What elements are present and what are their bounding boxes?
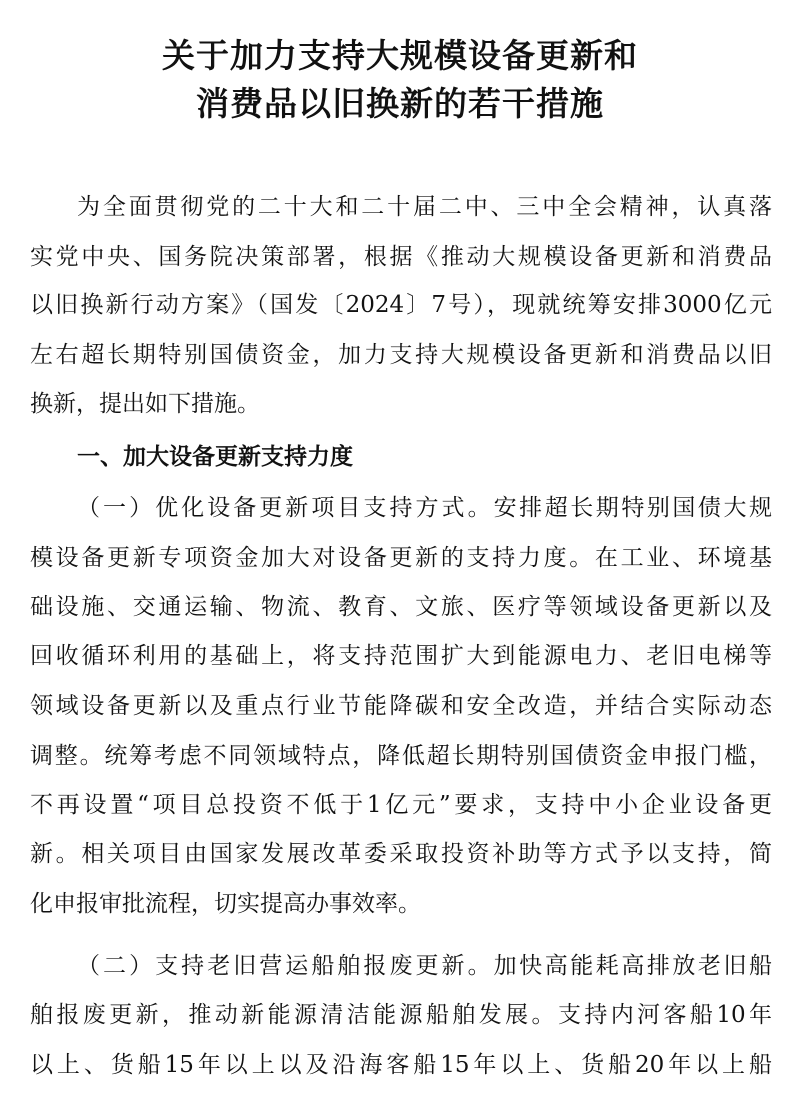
- item-1-paragraph-line: 调整。统筹考虑不同领域特点，降低超长期特别国债资金申报门槛，: [30, 743, 772, 769]
- item-2-paragraph-line: 舶报废更新，推动新能源清洁能源船舶发展。支持内河客船10年: [30, 1002, 772, 1028]
- intro-paragraph-line: 以旧换新行动方案》（国发〔2024〕7号），现就统筹安排3000亿元: [30, 292, 772, 318]
- item-2-first-line: [77, 946, 772, 986]
- item-1-paragraph-line: 础设施、交通运输、物流、教育、文旅、医疗等领域设备更新以及: [30, 594, 772, 620]
- item-2-first-line-text: 加快高能耗高排放老旧船: [493, 953, 773, 979]
- item-1-first-line-text: 安排超长期特别国债大规: [493, 495, 773, 521]
- item-2-paragraph-line: 以上、货船15年以上以及沿海客船15年以上、货船20年以上船: [30, 1052, 772, 1078]
- item-1-first-line: [77, 488, 772, 528]
- item-1-paragraph-line: 化申报审批流程，切实提高办事效率。: [30, 891, 421, 917]
- intro-paragraph-line: 换新，提出如下措施。: [30, 391, 260, 417]
- item-1-title: （一）优化设备更新项目支持方式。: [77, 495, 494, 521]
- item-1-paragraph-line: 不再设置“项目总投资不低于1亿元”要求，支持中小企业设备更: [30, 792, 772, 818]
- intro-paragraph-line: 左右超长期特别国债资金，加力支持大规模设备更新和消费品以旧: [30, 342, 772, 368]
- section-1-heading: 一、加大设备更新支持力度: [77, 444, 353, 470]
- item-1-paragraph-line: 模设备更新专项资金加大对设备更新的支持力度。在工业、环境基: [30, 545, 772, 571]
- document-title-line-1: 关于加力支持大规模设备更新和: [162, 36, 638, 75]
- item-1-paragraph-line: 回收循环利用的基础上，将支持范围扩大到能源电力、老旧电梯等: [30, 643, 772, 669]
- document-title-line-2: 消费品以旧换新的若干措施: [196, 84, 604, 123]
- intro-paragraph-line: 为全面贯彻党的二十大和二十届二中、三中全会精神，认真落: [77, 194, 772, 220]
- intro-paragraph-line: 实党中央、国务院决策部署，根据《推动大规模设备更新和消费品: [30, 244, 772, 270]
- item-1-paragraph-line: 新。相关项目由国家发展改革委采取投资补助等方式予以支持，简: [30, 841, 772, 867]
- item-2-title: （二）支持老旧营运船舶报废更新。: [77, 953, 494, 979]
- item-1-paragraph-line: 领域设备更新以及重点行业节能降碳和安全改造，并结合实际动态: [30, 693, 772, 719]
